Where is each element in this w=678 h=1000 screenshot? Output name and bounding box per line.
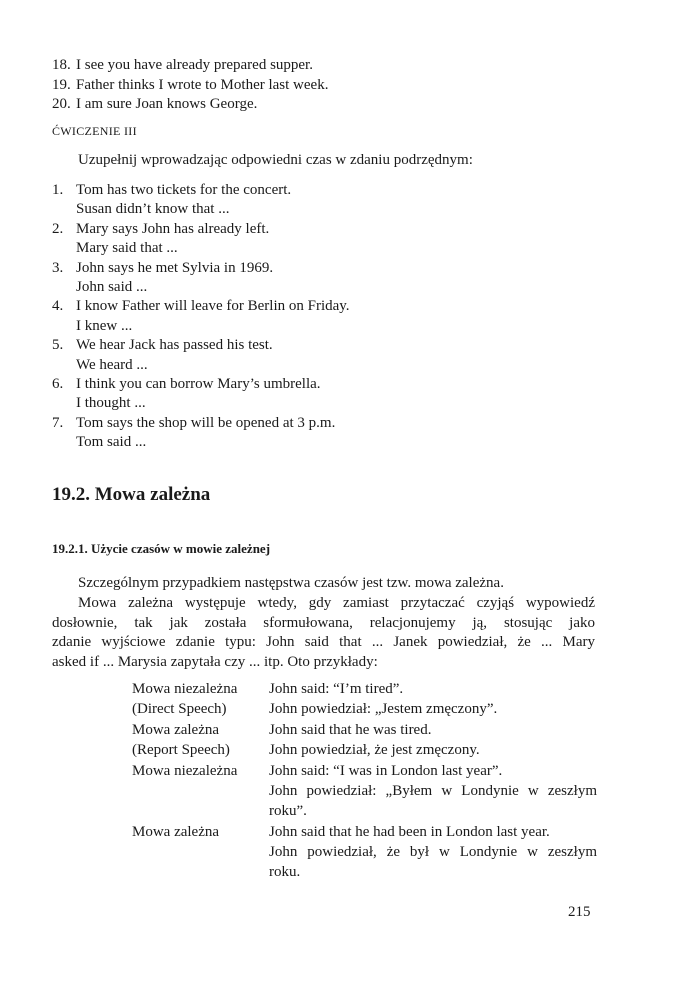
exercise-items: [52, 181, 612, 453]
paragraph-line: dosłownie, tak jak została sformułowana, relacjonujemy ją, stosując jako: [52, 614, 595, 631]
example-text: John powiedział: „Byłem w Londynie w zeszłym: [269, 783, 597, 799]
example-row: [132, 720, 597, 760]
example-text: John said that he had been in London last year.: [269, 824, 550, 840]
paragraph: [52, 594, 595, 673]
exercise-item: 2. Mary says John has already left. Mary said that ...: [52, 220, 270, 257]
exercise-instruction: Uzupełnij wprowadzając odpowiedni czas w zdaniu podrzędnym:: [78, 152, 473, 168]
example-label: Mowa zależna: [132, 824, 220, 840]
example-text: John said: “I’m tired”.: [269, 681, 404, 697]
paragraph: Szczególnym przypadkiem następstwa czasów jest tzw. mowa zależna.: [78, 575, 504, 591]
example-row: [132, 761, 597, 821]
list-item: 18. I see you have already prepared supper.: [52, 57, 313, 73]
list-item: 20. I am sure Joan knows George.: [52, 96, 258, 112]
paragraph-line: Mowa zależna występuje wtedy, gdy zamiast przytaczać czyjąś wypowiedź: [78, 595, 595, 611]
exercise-item: 6. I think you can borrow Mary’s umbrella. I thought ...: [52, 376, 321, 412]
exercise-item: 3. John says he met Sylvia in 1969. John said ...: [52, 259, 274, 296]
example-label: (Report Speech): [132, 742, 230, 758]
paragraph-line: asked if ... Marysia zapytała czy ... itp. Oto przykłady:: [52, 654, 378, 671]
continued-exercise-list: [52, 56, 632, 115]
exercise-heading: ĆWICZENIE III: [52, 124, 137, 138]
exercise-item: 4. I know Father will leave for Berlin on Friday. I knew ...: [52, 298, 350, 334]
example-row: [132, 679, 597, 719]
example-row: [132, 822, 597, 882]
example-label: Mowa niezależna: [132, 763, 238, 779]
example-label: (Direct Speech): [132, 701, 227, 717]
section-title: 19.2. Mowa zależna: [52, 484, 211, 505]
example-text: roku.: [269, 864, 301, 880]
page-number: 215: [568, 904, 591, 920]
speech-examples: [132, 679, 597, 882]
example-label: Mowa zależna: [132, 722, 220, 738]
exercise-item: 1. Tom has two tickets for the concert. Susan didn’t know that ...: [52, 182, 292, 218]
paragraph-line: zdanie wyjściowe zdanie typu: John said that ... Janek powiedział, że ... Mary: [52, 634, 595, 651]
example-text: John powiedział, że był w Londynie w zeszłym: [269, 844, 597, 860]
subsection-title: 19.2.1. Użycie czasów w mowie zależnej: [52, 541, 271, 556]
example-text: John said that he was tired.: [269, 722, 432, 738]
example-text: roku”.: [269, 803, 307, 819]
example-text: John said: “I was in London last year”.: [269, 763, 503, 779]
example-text: John powiedział: „Jestem zmęczony”.: [269, 701, 498, 717]
list-item: 19. Father thinks I wrote to Mother last week.: [52, 76, 329, 93]
example-label: Mowa niezależna: [132, 681, 238, 697]
exercise-item: 5. We hear Jack has passed his test. We heard ...: [52, 337, 273, 373]
example-text: John powiedział, że jest zmęczony.: [269, 742, 480, 758]
exercise-item: 7. Tom says the shop will be opened at 3 p.m. Tom said ...: [52, 414, 336, 451]
